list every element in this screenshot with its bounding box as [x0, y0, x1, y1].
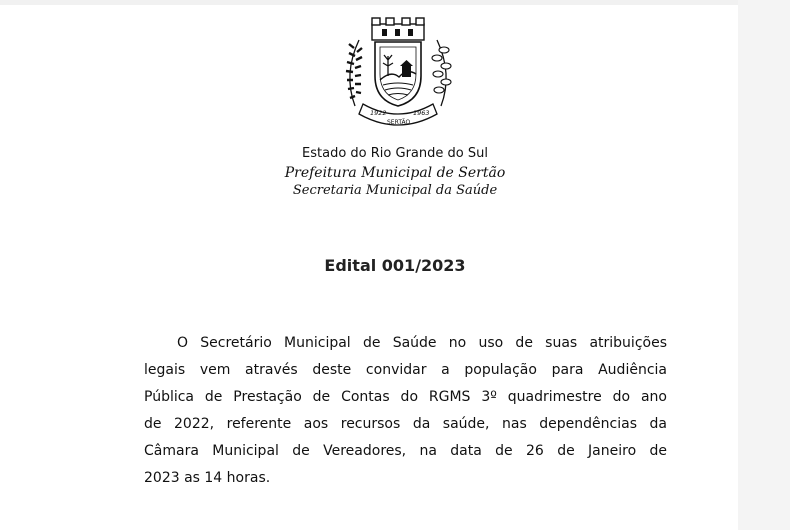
coat-of-arms-icon	[333, 14, 463, 134]
body-paragraph	[144, 330, 667, 492]
secretariat-name: Secretaria Municipal da Saúde	[292, 183, 498, 198]
document-title: Edital 001/2023	[324, 256, 466, 275]
state-name: Estado do Rio Grande do Sul	[302, 146, 488, 161]
prefecture-name: Prefeitura Municipal de Sertão	[284, 165, 506, 181]
body-line: de 2022, referente aos recursos da saúde, nas dependências da	[144, 416, 667, 432]
scan-top-edge	[0, 0, 790, 5]
body-line: Pública de Prestação de Contas do RGMS 3º quadrimestre do ano	[144, 389, 667, 405]
crest-year-right: 1963	[413, 109, 430, 117]
body-line: 2023 as 14 horas.	[144, 470, 271, 486]
body-line: Câmara Municipal de Vereadores, na data de 26 de Janeiro de	[144, 443, 667, 459]
crest-motto: SERTÃO	[387, 119, 411, 126]
body-line: legais vem através deste convidar a população para Audiência	[144, 362, 667, 378]
body-line: O Secretário Municipal de Saúde no uso de suas atribuições	[177, 335, 667, 351]
crest-year-left: 1922	[370, 109, 387, 117]
